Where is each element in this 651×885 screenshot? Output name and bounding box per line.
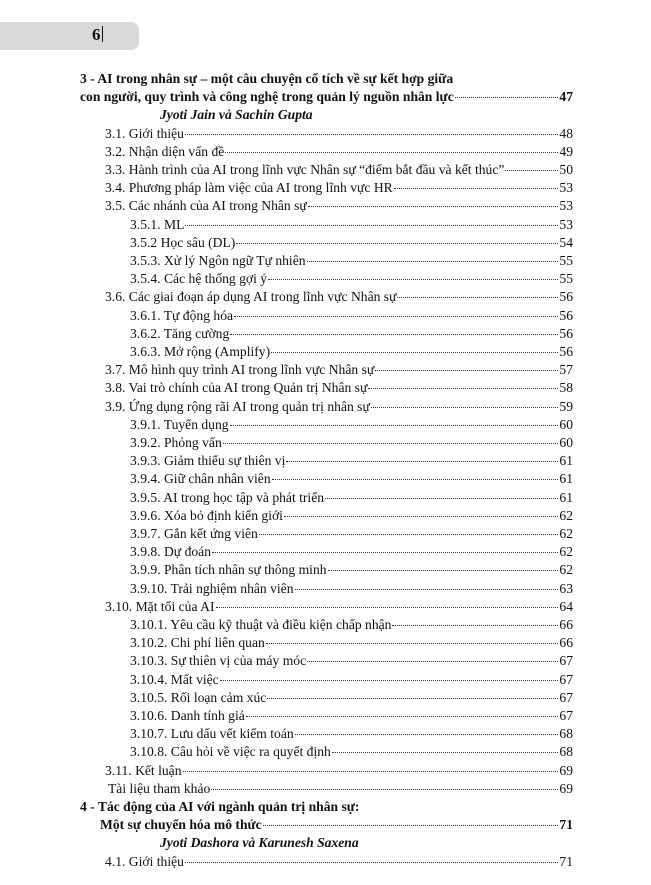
toc-page-number: 56 [559, 289, 573, 305]
toc-dot-leader [271, 352, 558, 353]
toc-dot-leader [392, 625, 558, 626]
page-number: 6 [92, 25, 101, 44]
toc-entry[interactable] [130, 525, 573, 543]
toc-entry[interactable] [130, 580, 573, 598]
toc-entry-title: 3.10.1. Yêu cầu kỹ thuật và điều kiện chấp nhận [130, 617, 392, 632]
toc-entry[interactable] [105, 288, 573, 306]
toc-entry-title: 3.10.2. Chi phí liên quan [130, 635, 265, 651]
toc-page-number: 66 [559, 617, 573, 632]
toc-dot-leader [286, 461, 558, 462]
toc-page-number: 60 [559, 416, 573, 432]
toc-chapter-entry[interactable] [80, 88, 573, 106]
toc-entry[interactable] [105, 179, 573, 197]
toc-page-number: 62 [559, 544, 573, 560]
toc-entry[interactable] [105, 125, 573, 143]
toc-page-number: 56 [559, 344, 573, 359]
toc-dot-leader [272, 479, 559, 480]
toc-dot-leader [185, 134, 558, 135]
toc-author: Jyoti Jain và Sachin Gupta [160, 107, 313, 123]
toc-dot-leader [225, 152, 558, 153]
toc-dot-leader [284, 516, 558, 517]
toc-page-number: 67 [559, 653, 573, 669]
toc-dot-leader [307, 661, 558, 662]
toc-dot-leader [230, 425, 559, 426]
toc-dot-leader [234, 316, 558, 317]
toc-page-number: 64 [559, 598, 573, 614]
toc-entry[interactable] [105, 361, 573, 379]
toc-entry[interactable] [105, 197, 573, 215]
toc-entry[interactable] [130, 616, 573, 634]
toc-page-number: 62 [559, 526, 573, 541]
toc-entry-title: 3.10.3. Sự thiên vị của máy móc [130, 653, 307, 669]
toc-dot-leader [246, 716, 559, 717]
toc-entry[interactable] [105, 161, 573, 179]
toc-entry-title: 3.11. Kết luận [105, 762, 182, 778]
toc-page-number: 60 [559, 435, 573, 450]
toc-dot-leader [371, 407, 559, 408]
toc-entry-title: 3.2. Nhận diện vấn đề [105, 143, 225, 159]
toc-dot-leader [211, 789, 558, 790]
toc-dot-leader [216, 607, 559, 608]
toc-entry[interactable] [130, 234, 573, 252]
toc-entry[interactable] [108, 780, 573, 798]
toc-dot-leader [230, 334, 558, 335]
toc-page-number: 53 [559, 198, 573, 214]
toc-page-number: 66 [559, 635, 573, 651]
toc-entry[interactable] [130, 270, 573, 288]
toc-page-number: 58 [559, 380, 573, 396]
toc-entry-title: 3.6. Các giai đoạn áp dụng AI trong lĩnh vực Nhân sự [105, 289, 397, 305]
toc-page-number: 61 [559, 489, 573, 505]
toc-entry[interactable] [105, 143, 573, 161]
toc-entry-title: 3.5.3. Xử lý Ngôn ngữ Tự nhiên [130, 253, 306, 268]
toc-entry-title: 3.9.8. Dự đoán [130, 544, 211, 560]
toc-entry[interactable] [105, 379, 573, 397]
toc-entry-title: 3.6.3. Mở rộng (Amplify) [130, 344, 271, 359]
toc-dot-leader [220, 680, 559, 681]
toc-entry[interactable] [130, 452, 573, 470]
toc-page-number: 55 [559, 253, 573, 268]
toc-page-number: 67 [559, 671, 573, 687]
toc-entry[interactable] [105, 398, 573, 416]
toc-entry-title: 3.9.4. Giữ chân nhân viên [130, 471, 271, 487]
toc-dot-leader [325, 498, 558, 499]
toc-entry-title: 3.9.6. Xóa bỏ định kiến giới [130, 507, 283, 523]
toc-entry[interactable] [130, 707, 573, 725]
toc-entry[interactable] [130, 671, 573, 689]
toc-dot-leader [266, 643, 559, 644]
toc-page-number: 48 [559, 125, 573, 141]
toc-dot-leader [505, 170, 558, 171]
toc-page-number: 49 [559, 143, 573, 159]
toc-entry-title: 3.9.1. Tuyển dụng [130, 416, 229, 432]
toc-page-number: 62 [559, 507, 573, 523]
toc-entry[interactable] [105, 762, 573, 780]
toc-entry-title: 3.8. Vai trò chính của AI trong Quản trị Nhân sự [105, 380, 368, 396]
toc-entry-title: 3.3. Hành trình của AI trong lĩnh vực Nhân sự “điểm bắt đầu và kết thúc” [105, 162, 505, 177]
toc-entry[interactable] [130, 543, 573, 561]
toc-entry[interactable] [130, 216, 573, 234]
toc-dot-leader [455, 97, 559, 98]
toc-entry[interactable] [130, 725, 573, 743]
toc-dot-leader [308, 206, 559, 207]
toc-dot-leader [332, 752, 559, 753]
toc-entry-title: 3.5.1. ML [130, 216, 185, 232]
toc-entry-title: 3.6.2. Tăng cường [130, 325, 230, 341]
toc-entry[interactable] [130, 307, 573, 325]
toc-page-number: 71 [559, 853, 573, 869]
toc-page-number: 69 [559, 762, 573, 778]
toc-dot-leader [328, 570, 559, 571]
toc-dot-leader [267, 698, 558, 699]
toc-entry-title: 3.5.2 Học sâu (DL) [130, 234, 236, 250]
toc-page-number: 53 [559, 216, 573, 232]
toc-entry-title: 3.9.2. Phỏng vấn [130, 435, 222, 450]
toc-chapter-heading: 3 - AI trong nhân sự – một câu chuyện cổ tích về sự kết hợp giữa [80, 71, 454, 86]
toc-entry[interactable] [105, 853, 573, 871]
toc-dot-leader [375, 370, 558, 371]
toc-page-number: 67 [559, 708, 573, 723]
toc-page-number: 71 [559, 817, 573, 833]
page-number-tab [0, 22, 139, 50]
toc-page-number: 59 [559, 398, 573, 414]
toc-dot-leader [394, 188, 559, 189]
toc-chapter-entry[interactable] [100, 816, 573, 834]
toc-page-number: 61 [559, 471, 573, 487]
toc-entry-title: 3.4. Phương pháp làm việc của AI trong lĩnh vực HR [105, 180, 393, 196]
toc-entry-title: 3.9.9. Phân tích nhân sự thông minh [130, 562, 327, 578]
toc-entry[interactable] [130, 343, 573, 361]
toc-entry-title: 3.1. Giới thiệu [105, 125, 184, 141]
toc-entry[interactable] [105, 598, 573, 616]
toc-page-number: 67 [559, 689, 573, 705]
toc-page-number: 47 [559, 89, 573, 105]
toc-entry-title: 3.5.4. Các hệ thống gợi ý [130, 271, 268, 287]
toc-entry-title: 3.10.7. Lưu dấu vết kiểm toán [130, 726, 294, 742]
toc-entry-title: con người, quy trình và công nghệ trong quản lý nguồn nhân lực [80, 89, 454, 105]
toc-dot-leader [183, 771, 559, 772]
toc-entry-title: 3.9.10. Trải nghiệm nhân viên [130, 580, 294, 596]
toc-entry-title: 3.9. Ứng dụng rộng rãi AI trong quản trị nhân sự [105, 398, 370, 414]
toc-page-number: 54 [559, 234, 573, 250]
toc-dot-leader [397, 297, 558, 298]
toc-entry[interactable] [130, 561, 573, 579]
toc-entry-title: 3.5. Các nhánh của AI trong Nhân sự [105, 198, 307, 214]
toc-page-number: 68 [559, 744, 573, 760]
toc-dot-leader [212, 552, 558, 553]
toc-entry[interactable] [130, 634, 573, 652]
toc-author: Jyoti Dashora và Karunesh Saxena [160, 835, 359, 851]
toc-entry-title: 3.10. Mặt tối của AI [105, 598, 215, 614]
toc-dot-leader [236, 243, 558, 244]
toc-entry-title: 3.10.4. Mất việc [130, 671, 219, 687]
toc-dot-leader [259, 534, 559, 535]
toc-page-number: 68 [559, 726, 573, 742]
toc-entry-title: 3.9.5. AI trong học tập và phát triển [130, 489, 325, 505]
toc-page-number: 69 [559, 780, 573, 796]
toc-dot-leader [307, 261, 559, 262]
toc-entry-title: Một sự chuyển hóa mô thức [100, 817, 262, 833]
toc-entry-title: Tài liệu tham khảo [108, 780, 211, 796]
toc-entry[interactable] [130, 325, 573, 343]
toc-entry-title: 3.10.5. Rối loạn cảm xúc [130, 689, 267, 705]
toc-entry[interactable] [130, 689, 573, 707]
toc-page-number: 57 [559, 362, 573, 378]
toc-entry-title: 3.10.8. Câu hỏi về việc ra quyết định [130, 744, 331, 760]
toc-entry-title: 3.6.1. Tự động hóa [130, 307, 234, 323]
toc-page-number: 55 [559, 271, 573, 287]
toc-entry-title: 4.1. Giới thiệu [105, 853, 184, 869]
toc-entry[interactable] [130, 489, 573, 507]
toc-page-number: 61 [559, 453, 573, 469]
toc-entry-title: 3.7. Mô hình quy trình AI trong lĩnh vực Nhân sự [105, 362, 375, 378]
toc-entry-title: 3.10.6. Danh tính giả [130, 708, 245, 723]
toc-dot-leader [223, 443, 559, 444]
toc-dot-leader [185, 862, 558, 863]
toc-dot-leader [185, 225, 558, 226]
toc-chapter-heading: 4 - Tác động của AI với ngành quản trị nhân sự: [80, 799, 360, 814]
toc-entry[interactable] [130, 434, 573, 452]
toc-entry-title: 3.9.7. Gắn kết ứng viên [130, 526, 258, 541]
toc-dot-leader [268, 279, 558, 280]
toc-entry-title: 3.9.3. Giảm thiểu sự thiên vị [130, 453, 286, 469]
toc-entry[interactable] [130, 507, 573, 525]
toc-entry[interactable] [130, 252, 573, 270]
toc-dot-leader [368, 388, 558, 389]
toc-page-number: 50 [559, 162, 573, 177]
toc-page-number: 56 [559, 325, 573, 341]
toc-entry[interactable] [130, 652, 573, 670]
toc-page-number: 63 [559, 580, 573, 596]
toc-page-number: 53 [559, 180, 573, 196]
toc-page-number: 56 [559, 307, 573, 323]
toc-dot-leader [295, 734, 559, 735]
toc-dot-leader [295, 589, 559, 590]
toc-entry[interactable] [130, 416, 573, 434]
toc-dot-leader [263, 825, 559, 826]
toc-entry[interactable] [130, 743, 573, 761]
toc-entry[interactable] [130, 470, 573, 488]
toc-page-number: 62 [559, 562, 573, 578]
